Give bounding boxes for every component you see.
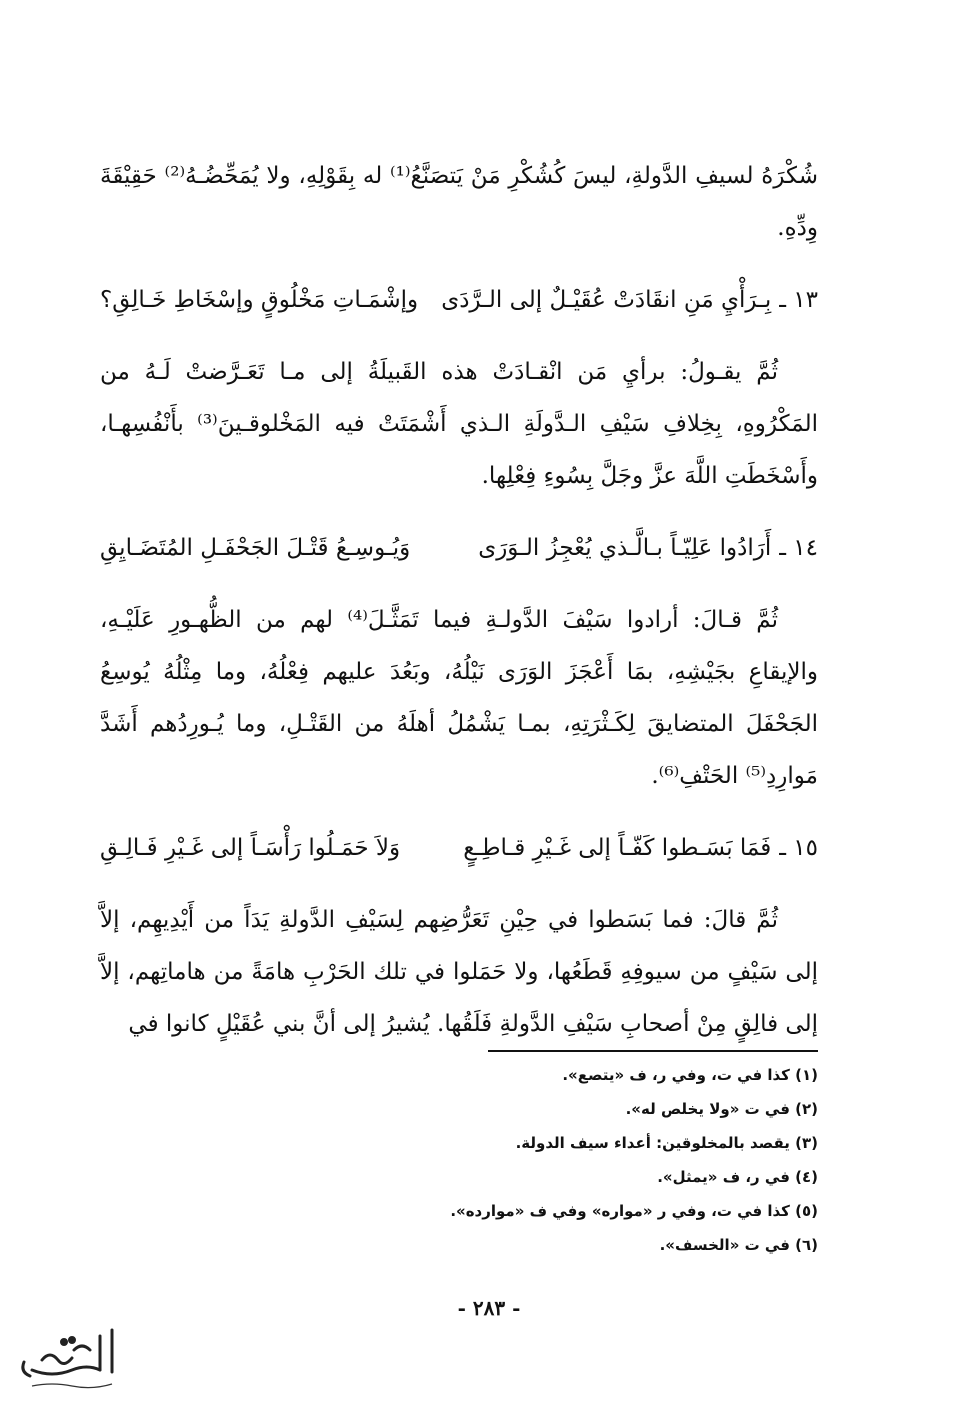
- main-text: [100, 150, 818, 1070]
- footnote-6: (٦) في ت «الخسف».: [659, 1236, 818, 1254]
- verse-first-hemistich: فَمَا بَسَـطوا كَفّـاً إلى غَـيْرِ قـاطِـعٍ: [463, 835, 772, 861]
- verse-14: [100, 522, 818, 574]
- footnote-1: (١) كذا في ت، وفي ر، ف «يتصع».: [562, 1066, 818, 1084]
- paragraph-2: ثُمَّ يقـولُ: برأيِ مَن انْقـادَتْ هذه القَبيلَةُ إلى مـا تَعَـرَّضتْ لَـهُ من المَكْرُوهِ، بِخِلافِ سَيْفِ الـدَّولَةِ الـذي أَشْمَتَتْ فيه المَخْلوقـينَ⁽³⁾ بأَنْفُسِهـا، وأَسْخَطَتِ اللَّهَ عزَّ وجَلَّ بِسُوءِ فِعْلِها.: [100, 359, 818, 489]
- footnote-2: (٢) في ت «ولا يخلص له».: [625, 1100, 818, 1118]
- paragraph-4: ثُمَّ قالَ: فما بَسَطوا في حِيْنِ تَعَرُّضِهم لِسَيْفِ الدَّولةِ يَدَاً من أَيْدِيهِم، إلاَّ إلى سَيْفٍ من سيوفِهِ قَطَعُها، ولا حَمَلوا في تلك الحَرْبِ هامَةً من هاماتِهم، إلاَّ إلى فالِقٍ مِنْ أصحابِ سَيْفِ الدَّولةِ فَلَقُها. يُشيرُ إلى أنَّ بني عُقَيْلٍ كانوا في: [100, 907, 818, 1037]
- footnotes: [100, 1058, 818, 1262]
- verse-number: ١٣ ـ: [779, 287, 818, 313]
- verse-second-hemistich: وَيُـوسِـعُ قَتْـلَ الجَحْفَـلِ المُتَضَـايِقِ: [100, 535, 411, 561]
- page-number: - ٢٨٣ -: [457, 1296, 521, 1320]
- verse-first-hemistich: بِـرَأْيِ مَنِ انقَادَتْ عُقَيْـلٌ إلى الـرَّدَى: [441, 287, 772, 313]
- verse-first-hemistich: أَرَادُوا عَلِيّـاً بـالَّـذي يُعْجِزُ الـوَرَى: [478, 535, 772, 561]
- verse-number: ١٤ ـ: [779, 535, 818, 561]
- paragraph-3: ثُمَّ قـالَ: أرادوا سَيْفَ الدَّولـةِ فيما تَمَثَّـلَ⁽⁴⁾ لهم من الظُّهـورِ عَلَيْـهِ، والإيقاعِ بجَيْشِهِ، بمَا أَعْجَزَ الوَرَى نَيْلُهُ، وبَعُدَ عليهم فِعْلُهُ، وما مِثْلُهُ يُوسِعُ الجَحْفَلَ المتضايقَ لِكَـثْرَتِهِ، بمـا يَشْمُلُ أهلَهُ من القَتْـلِ، وما يُـورِدُهم أَشَدَّ مَوارِدِ⁽⁵⁾ الحَتْفِ⁽⁶⁾.: [100, 607, 818, 789]
- verse-second-hemistich: وَلاَ حَمَـلُوا رَأْسَـاً إلى غَـيْرِ فَـالِـقِ: [100, 835, 401, 861]
- verse-number: ١٥ ـ: [779, 835, 818, 861]
- verse-13: [100, 274, 818, 326]
- footnote-3: (٣) يقصد بالمخلوقين: أعداء سيف الدولة.: [515, 1134, 818, 1152]
- calligraphy-logo-icon: [12, 1320, 132, 1400]
- paragraph-1: شُكْرَهُ لسيفِ الدَّولةِ، ليسَ كُشُكْرِ مَنْ يَتصَنَّعُ⁽¹⁾ له بِقَوْلِهِ، ولا يُمَحِّضُـهُ⁽²⁾ حَقِيْقَةَ وِدِّهِ.: [100, 163, 818, 241]
- footnote-4: (٤) في ر، ف «يمثل».: [657, 1168, 818, 1186]
- verse-15: [100, 822, 818, 874]
- footnote-5: (٥) كذا في ت، وفي ر «مواره» وفي ف «موارده».: [450, 1202, 818, 1220]
- footnote-divider: [488, 1050, 818, 1052]
- verse-second-hemistich: وإشْمَـاتِ مَخْلُوقٍ وإسْخَاطِ خَـالِقِ؟: [100, 287, 419, 313]
